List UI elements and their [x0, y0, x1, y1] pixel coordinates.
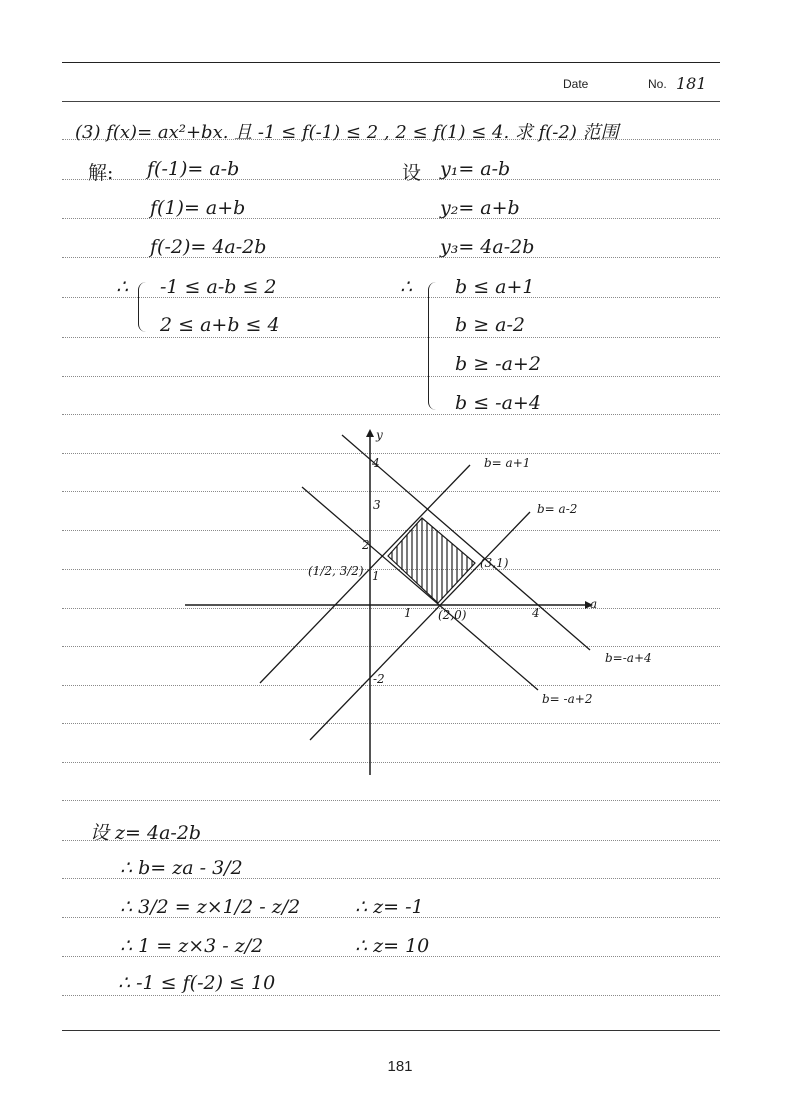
substitution-y1: y₁= a-b	[440, 158, 511, 180]
substitution-y2: y₂= a+b	[440, 197, 520, 219]
tick-y-neg2: -2	[373, 672, 385, 686]
problem-statement: (3) f(x)= ax²+bx. 且 -1 ≤ f(-1) ≤ 2 , 2 ≤ f(1) ≤ 4. 求 f(-2) 范围	[75, 122, 619, 143]
notebook-line	[62, 800, 720, 801]
system-inequality-2: 2 ≤ a+b ≤ 4	[160, 314, 280, 336]
therefore-symbol: ∴	[116, 276, 129, 298]
substitution-y3: y₃= 4a-2b	[440, 236, 535, 258]
label-line-3: b=-a+4	[605, 651, 652, 665]
tick-y-4: 4	[372, 456, 380, 470]
point-2-0: (2,0)	[438, 608, 467, 622]
objective-max-result: ∴ z= 10	[355, 935, 430, 957]
y-axis-arrow	[366, 429, 374, 437]
point-3-1: (3,1)	[480, 556, 509, 570]
right-system-brace	[428, 282, 439, 410]
tick-x-4: 4	[532, 606, 540, 620]
system-inequality-1: -1 ≤ a-b ≤ 2	[160, 276, 277, 298]
page-number: 181	[387, 1058, 413, 1075]
tick-y-3: 3	[373, 498, 381, 512]
notebook-line	[62, 376, 720, 377]
let-label: 设	[402, 162, 422, 184]
constraint-2: b ≥ a-2	[455, 314, 525, 336]
objective-rearranged: ∴ b= za - 3/2	[120, 857, 243, 879]
constraint-3: b ≥ -a+2	[455, 353, 541, 375]
objective-definition: 设 z= 4a-2b	[90, 822, 202, 844]
label-line-1: b= a+1	[484, 456, 531, 470]
number-value: 181	[676, 74, 707, 93]
date-label: Date	[563, 77, 589, 91]
solution-label: 解:	[88, 162, 114, 184]
label-line-4: b= -a+2	[542, 692, 593, 706]
x-axis-label: a	[590, 597, 598, 611]
therefore-symbol-right: ∴	[400, 276, 413, 298]
tick-x-1: 1	[404, 606, 412, 620]
header-rule	[62, 101, 720, 102]
bottom-rule	[62, 1030, 720, 1031]
final-range: ∴ -1 ≤ f(-2) ≤ 10	[118, 972, 276, 994]
equation-f-neg2: f(-2)= 4a-2b	[150, 236, 267, 258]
top-rule	[62, 62, 720, 63]
notebook-line	[62, 995, 720, 996]
equation-f-neg1: f(-1)= a-b	[147, 158, 240, 180]
objective-min-result: ∴ z= -1	[355, 896, 424, 918]
constraint-1: b ≤ a+1	[455, 276, 535, 298]
point-half-three-halves: (1/2, 3/2)	[308, 564, 364, 578]
label-line-2: b= a-2	[537, 502, 578, 516]
constraint-4: b ≤ -a+4	[455, 392, 541, 414]
left-system-brace	[138, 282, 149, 332]
equation-f-1: f(1)= a+b	[150, 197, 246, 219]
feasible-region	[388, 518, 475, 603]
number-label: No.	[648, 77, 667, 91]
objective-at-point-1: ∴ 3/2 = z×1/2 - z/2	[120, 896, 301, 918]
tick-y-2: 2	[362, 538, 370, 552]
objective-at-point-2: ∴ 1 = z×3 - z/2	[120, 935, 264, 957]
y-axis-label: y	[376, 428, 383, 442]
feasible-region-graph	[180, 425, 680, 785]
notebook-line	[62, 337, 720, 338]
notebook-line	[62, 414, 720, 415]
tick-y-1: 1	[372, 569, 380, 583]
